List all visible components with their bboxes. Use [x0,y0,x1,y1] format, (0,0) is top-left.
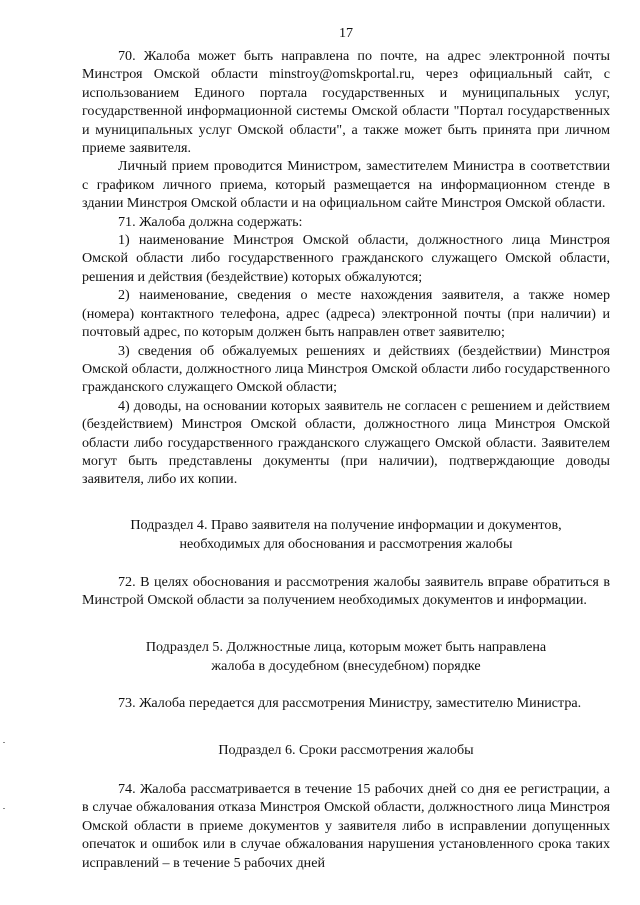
document-page [82,0,610,905]
section-6-heading [82,741,610,760]
scan-mark [3,742,5,743]
paragraph-73: 73. Жалоба передается для рассмотрения Министру, заместителю Министра. [118,695,582,711]
section-5-heading [82,638,610,676]
paragraphs-top [82,47,610,489]
page-number: 17 [338,25,354,41]
section-4-heading [82,516,610,554]
section-4-heading-line-1: Подраздел 4. Право заявителя на получение информации и документов, [130,517,562,533]
section-5-heading-line-1: Подраздел 5. Должностные лица, которым может быть направлена [145,639,547,655]
list-item-2: 2) наименование, сведения о месте нахождения заявителя, а также номер (номера) контактного телефона, адрес (адреса) электронной почты (при наличии) и почтовый адрес, по которым должен быть направлен ответ заявителю; [82,287,610,341]
section-4-heading-line-2: необходимых для обоснования и рассмотрения жалобы [179,536,513,552]
paragraph-70: 70. Жалоба может быть направлена по почте, на адрес электронной почты Минстроя Омской области minstroy@omskportal.ru, через официальный сайт, с использованием Единого портала государственных и муниципальных услуг, государственной информационной системы Омской области "Портал государственных и муниципальных услуг Омской области", а также может быть принята при личном приеме заявителя. [82,48,610,157]
list-item-4: 4) доводы, на основании которых заявитель не согласен с решением и действием (бездействием) Минстроя Омской области, должностного лица Минстроя Омской области либо государственного гражданского служащего Омской области. Заявителем могут быть представлены документы (при наличии), подтверждающие доводы заявителя, либо их копии. [82,397,610,488]
scan-mark [3,808,5,809]
section-5-body [82,694,610,712]
list-item-3: 3) сведения об обжалуемых решениях и действиях (бездействии) Минстроя Омской области, должностного лица Минстроя Омской области либо государственного гражданского служащего Омской области; [82,342,610,396]
section-4-body [82,573,610,610]
section-6-heading-line: Подраздел 6. Сроки рассмотрения жалобы [218,742,474,758]
paragraph-personal-reception: Личный прием проводится Министром, заместителем Министра в соответствии с графиком личного приема, который размещается на информационном стенде в здании Минстроя Омской области и на официальном сайте Минстроя Омской области. [82,158,610,212]
section-6-body [82,780,610,872]
list-item-1: 1) наименование Минстроя Омской области, должностного лица Минстроя Омской области либо государственного гражданского служащего Омской области, решения и действия (бездействие) которых обжалуются; [82,232,610,285]
paragraph-71: 71. Жалоба должна содержать: [118,213,303,230]
section-5-heading-line-2: жалоба в досудебном (внесудебном) порядке [211,658,481,674]
paragraph-72: 72. В целях обоснования и рассмотрения жалобы заявитель вправе обратиться в Минстрой Омской области за получением необходимых документов и информации. [82,574,610,609]
paragraph-74: 74. Жалоба рассматривается в течение 15 рабочих дней со дня ее регистрации, а в случае обжалования отказа Минстроя Омской области, должностного лица Минстроя Омской области в приеме документов у заявителя либо в исправлении допущенных опечаток и ошибок или в случае обжалования нарушения установленного срока таких исправлений – в течение 5 рабочих дней [82,781,610,871]
